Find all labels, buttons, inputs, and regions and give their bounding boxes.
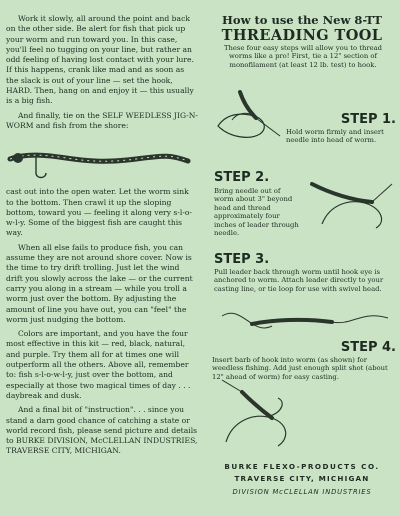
paragraph-colors: Colors are important, and you have the four most effective in this kit — red, black, natural, and purple. Try them all for at times one will outperform all the others. Above all, remember to: fish s-l-o-w-l-y, just over the bottom, and especially at those two magical times of day . . . daybreak and dusk. xyxy=(6,329,191,400)
instructions-subtitle: THREADING TOOL xyxy=(221,27,383,44)
step3-worm-illustration xyxy=(212,296,392,340)
footer-city: TRAVERSE CITY, MICHIGAN xyxy=(234,474,370,483)
step3-text: Pull leader back through worm until hook eye is anchored to worm. Attach leader directly to your casting line, or tie loop for use with swivel head. xyxy=(214,268,384,293)
step4-label: STEP 4. xyxy=(340,340,396,355)
step2-label: STEP 2. xyxy=(214,170,270,185)
paragraph-retrieve: Work it slowly, all around the point and back on the other side. Be alert for fish that pick up your worm and run toward you. In this case, you'll feel no tugging on your line, but rather an odd feeling of having lost contact with your lure. If this happens, crank like mad and as soon as the slack is out of your line — set the hook, HARD. Then, hang on and enjoy it — this usually is a big fish. xyxy=(6,14,194,106)
step3-label: STEP 3. xyxy=(214,252,270,267)
intro-text: These four easy steps will allow you to thread worms like a pro! First, tie a 12" section of monofilament (at least 12 lb. test) to hook. xyxy=(223,44,382,69)
paragraph-final: And a final bit of "instruction". . . since you stand a darn good chance of catching a state or world record fish, please send picture and details to BURKE DIVISION, McCLELLAN INDUSTRIES, TRAVERSE CITY, MICHIGAN. xyxy=(6,405,198,456)
step4-text: Insert barb of hook into worm (as shown) for weedless fishing. Add just enough split shot (about 12" ahead of worm) for easy casting. xyxy=(212,356,388,381)
left-column xyxy=(6,14,198,461)
footer-division: DIVISION McCLELLAN INDUSTRIES xyxy=(232,488,372,496)
paragraph-cast: cast out into the open water. Let the worm sink to the bottom. Then crawl it up the sloping bottom, toward you — feeling it along very s-l-o-w-l-y. Some of the biggest fish are caught this way. xyxy=(6,187,192,238)
step1-hand-illustration xyxy=(210,84,286,144)
jig-worm-illustration xyxy=(6,135,191,183)
step2-hand-illustration xyxy=(302,164,396,234)
paragraph-drift-trolling: When all else fails to produce fish, you can assume they are not around shore cover. Now is the time to try drift trolling. Just let the wind drift you slowly across the lake — or the current carry you along in a stream — while you troll a worm just over the bottom. By adjusting the amount of line you have out, you can "feel" the worm just nudging the bottom. xyxy=(6,242,193,324)
step4-hand-illustration xyxy=(212,372,308,456)
paragraph-jig-intro: And finally, tie on the SELF WEEDLESS JIG-N-WORM and fish from the shore: xyxy=(6,110,198,130)
step1-label: STEP 1. xyxy=(340,112,396,127)
instructions-title: How to use the New 8-TT xyxy=(222,13,382,27)
step2-text: Bring needle out of worm about 3" beyond head and thread approximately four inches of leader through needle. xyxy=(214,187,299,238)
footer-company: BURKE FLEXO-PRODUCTS CO. xyxy=(224,462,380,471)
step1-text: Hold worm firmly and insert needle into head of worm. xyxy=(286,128,384,145)
right-column xyxy=(208,14,396,48)
